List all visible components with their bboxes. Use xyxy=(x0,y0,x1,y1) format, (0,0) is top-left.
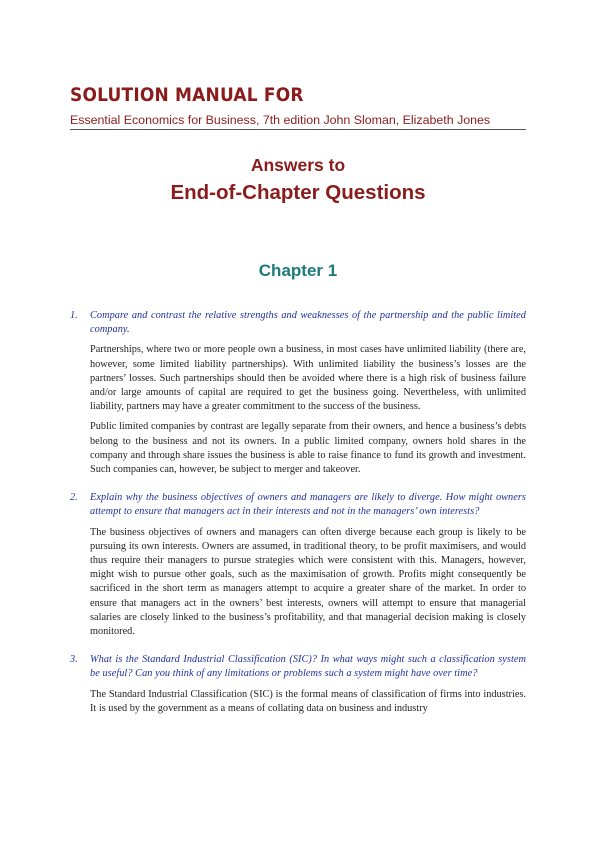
chapter-title: Chapter 1 xyxy=(258,261,338,280)
question-2 xyxy=(70,491,526,639)
question-number: 1. xyxy=(70,310,78,321)
answer-paragraph: The Standard Industrial Classification (SIC) is the formal means of classification of firms into industries. It is used by the government as a means of collating data on business and industry xyxy=(90,688,526,714)
question-text: Compare and contrast the relative strengths and weaknesses of the partnership and the public limited company. xyxy=(90,310,526,336)
question-text: What is the Standard Industrial Classification (SIC)? In what ways might such a classification system be useful? Can you think of any limitations or problems such a system might have over time? xyxy=(90,654,526,680)
question-number: 2. xyxy=(70,492,78,504)
header-subtitle: Essential Economics for Business, 7th edition John Sloman, Elizabeth Jones xyxy=(70,113,491,127)
answer-paragraph: Partnerships, where two or more people own a business, in most cases have unlimited liability (there are, however, some limited liability partnerships). With unlimited liability the business’s losses are the partners’ losses. Such partnerships should then be avoided where there is a high risk of business failure and/or large amounts of capital are required to get the business going. Nevertheless, with unlimited liability, partners may have a greater commitment to the success of the business. xyxy=(90,344,526,413)
question-3 xyxy=(70,653,526,716)
heading-answers-to: Answers to xyxy=(250,155,346,175)
header-title: SOLUTION MANUAL FOR xyxy=(70,85,304,107)
question-text: Explain why the business objectives of owners and managers are likely to diverge. How might owners attempt to ensure that managers act in their interests and not in the managers’ own interests? xyxy=(90,492,526,518)
answer-paragraph: Public limited companies by contrast are legally separate from their owners, and hence a business’s debts belong to the business and not its owners. In a public limited company, owners hold shares in the company and through share issues the business is able to raise finance to fund its growth and investment. Such companies can, however, be subject to merger and takeover. xyxy=(90,421,526,476)
heading-end-of-chapter-questions: End-of-Chapter Questions xyxy=(170,181,426,204)
questions-list xyxy=(70,309,526,716)
header-divider xyxy=(70,129,526,130)
question-number: 3. xyxy=(70,654,78,666)
question-1 xyxy=(70,309,526,477)
answer-paragraph: The business objectives of owners and managers can often diverge because each group is likely to be pursuing its own interests. Owners are assumed, in traditional theory, to be profit maximisers, and would thus require their managers to pursue strategies which were consistent with this. Managers, however, might wish to pursue other goals, such as the maximisation of growth. Profits might consequently be sacrificed in the short term as managers attempt to acquire a greater share of the market. In order to ensure that managers act in the owners’ best interests, owners will attempt to ensure that managerial salaries are closely linked to the business’s profitability, and that managerial decision making is closely monitored. xyxy=(90,526,526,638)
